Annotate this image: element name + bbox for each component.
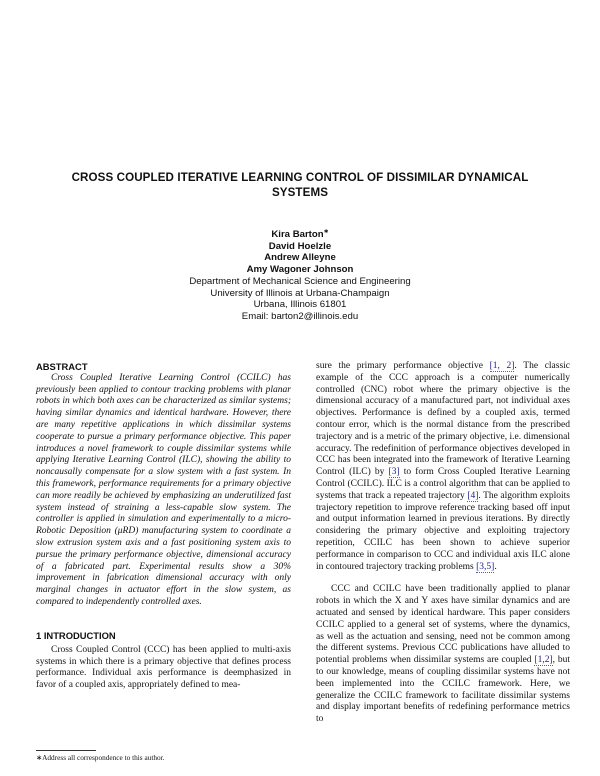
author-email: Email: barton2@illinois.edu — [241, 310, 359, 322]
body-paragraph: CCC and CCILC have been traditionally applied to planar robots in which the X and Y axes have similar dynamics and are actuated and sensed by identical hardware. This paper considers CCILC applied to a general set of systems, where the dynamics, as well as the actuation and sensing, need not be common among the different systems. Previous CCC publications have alluded to potential problems when dissimilar systems are coupled [1,2], but to our knowledge, means of coupling dissimilar systems have not been implemented into the CCILC framework. Here, we generalize the CCILC framework to facilitate dissimilar systems and display important benefits of redefining performance metrics to — [316, 584, 570, 725]
citation-link[interactable]: [4] — [467, 490, 479, 501]
abstract-heading: ABSTRACT — [36, 361, 88, 372]
abstract-section — [36, 361, 291, 609]
author-name: Andrew Alleyne — [264, 252, 336, 264]
affiliation-department: Department of Mechanical Science and Engineering — [189, 275, 411, 287]
paper-title: CROSS COUPLED ITERATIVE LEARNING CONTROL OF DISSIMILAR DYNAMICAL SYSTEMS — [71, 171, 529, 199]
introduction-heading: 1 INTRODUCTION — [36, 630, 116, 641]
citation-link[interactable]: [1,2] — [534, 655, 553, 666]
citation-link[interactable]: [1, 2] — [489, 361, 515, 371]
citation-link[interactable]: [3] — [388, 467, 400, 478]
introduction-text: Cross Coupled Control (CCC) has been applied to multi-axis systems in which there is a primary objective that defines process performance. Individual axis performance is deemphasized in favor of a coupled axis, appropriately defined to mea- — [36, 644, 291, 691]
citation-link[interactable]: [3,5] — [476, 561, 495, 572]
author-block — [120, 229, 480, 323]
footnote: ∗Address all correspondence to this author. — [36, 753, 165, 762]
introduction-section — [36, 630, 291, 692]
author-name: Kira Barton∗ — [271, 228, 329, 240]
body-paragraph: sure the primary performance objective [1, 2]. The classic example of the CCC approach is a computer numerically controlled (CNC) robot where the primary objective is the dimensional accuracy of a manufactured part, not individual axes objectives. Performance is defined by a coupled axis, termed contour error, which is the normal distance from the prescribed trajectory and is a metric of the primary objective, i.e. dimensional accuracy. The redefinition of performance objectives developed in CCC has been integrated into the framework of Iterative Learning Control (ILC) by [3] to form Cross Coupled Iterative Learning Control (CCILC). ILC is a control algorithm that can be applied to systems that track a repeated trajectory [4]. The algorithm exploits trajectory repetition to improve reference tracking based off input and output information learned in previous iterations. By directly considering the primary objective and exploiting trajectory repetition, CCILC has been shown to achieve superior performance in comparison to CCC and individual axis ILC alone in contoured trajectory tracking problems [3,5]. — [316, 361, 571, 572]
affiliation-address: Urbana, Illinois 61801 — [253, 299, 347, 311]
footnote-rule — [36, 750, 96, 751]
author-name: David Hoelzle — [268, 240, 332, 252]
affiliation-university: University of Illinois at Urbana-Champaign — [210, 287, 390, 299]
footnote-mark: ∗ — [323, 228, 329, 235]
abstract-text: Cross Coupled Iterative Learning Control (CCILC) has previously been applied to contour tracking problems with planar robots in which both axes can be characterized as similar systems; having similar dynamics and identical hardware. However, there are many repetitive applications in which dissimilar systems cooperate to pursue a primary performance objective. This paper introduces a novel framework to couple dissimilar systems while applying Iterative Learning Control (ILC), showing the ability to noncausally compensate for a slow system with a fast system. In this framework, performance requirements for a primary objective can more readily be achieved by emphasizing an underutilized fast system instead of straining a less-capable slow system. The controller is applied in simulation and experimentally to a micro-Robotic Deposition (μRD) manufacturing system to coordinate a slow extrusion system axis and a fast positioning system axis to pursue the primary performance objective, dimensional accuracy of a fabricated part. Experimental results show a 30% improvement in fabrication dimensional accuracy with only marginal changes in actuator effort in the slow system, as compared to independently controlled axes. — [36, 372, 291, 607]
right-column — [316, 361, 570, 726]
author-name: Amy Wagoner Johnson — [246, 264, 354, 276]
